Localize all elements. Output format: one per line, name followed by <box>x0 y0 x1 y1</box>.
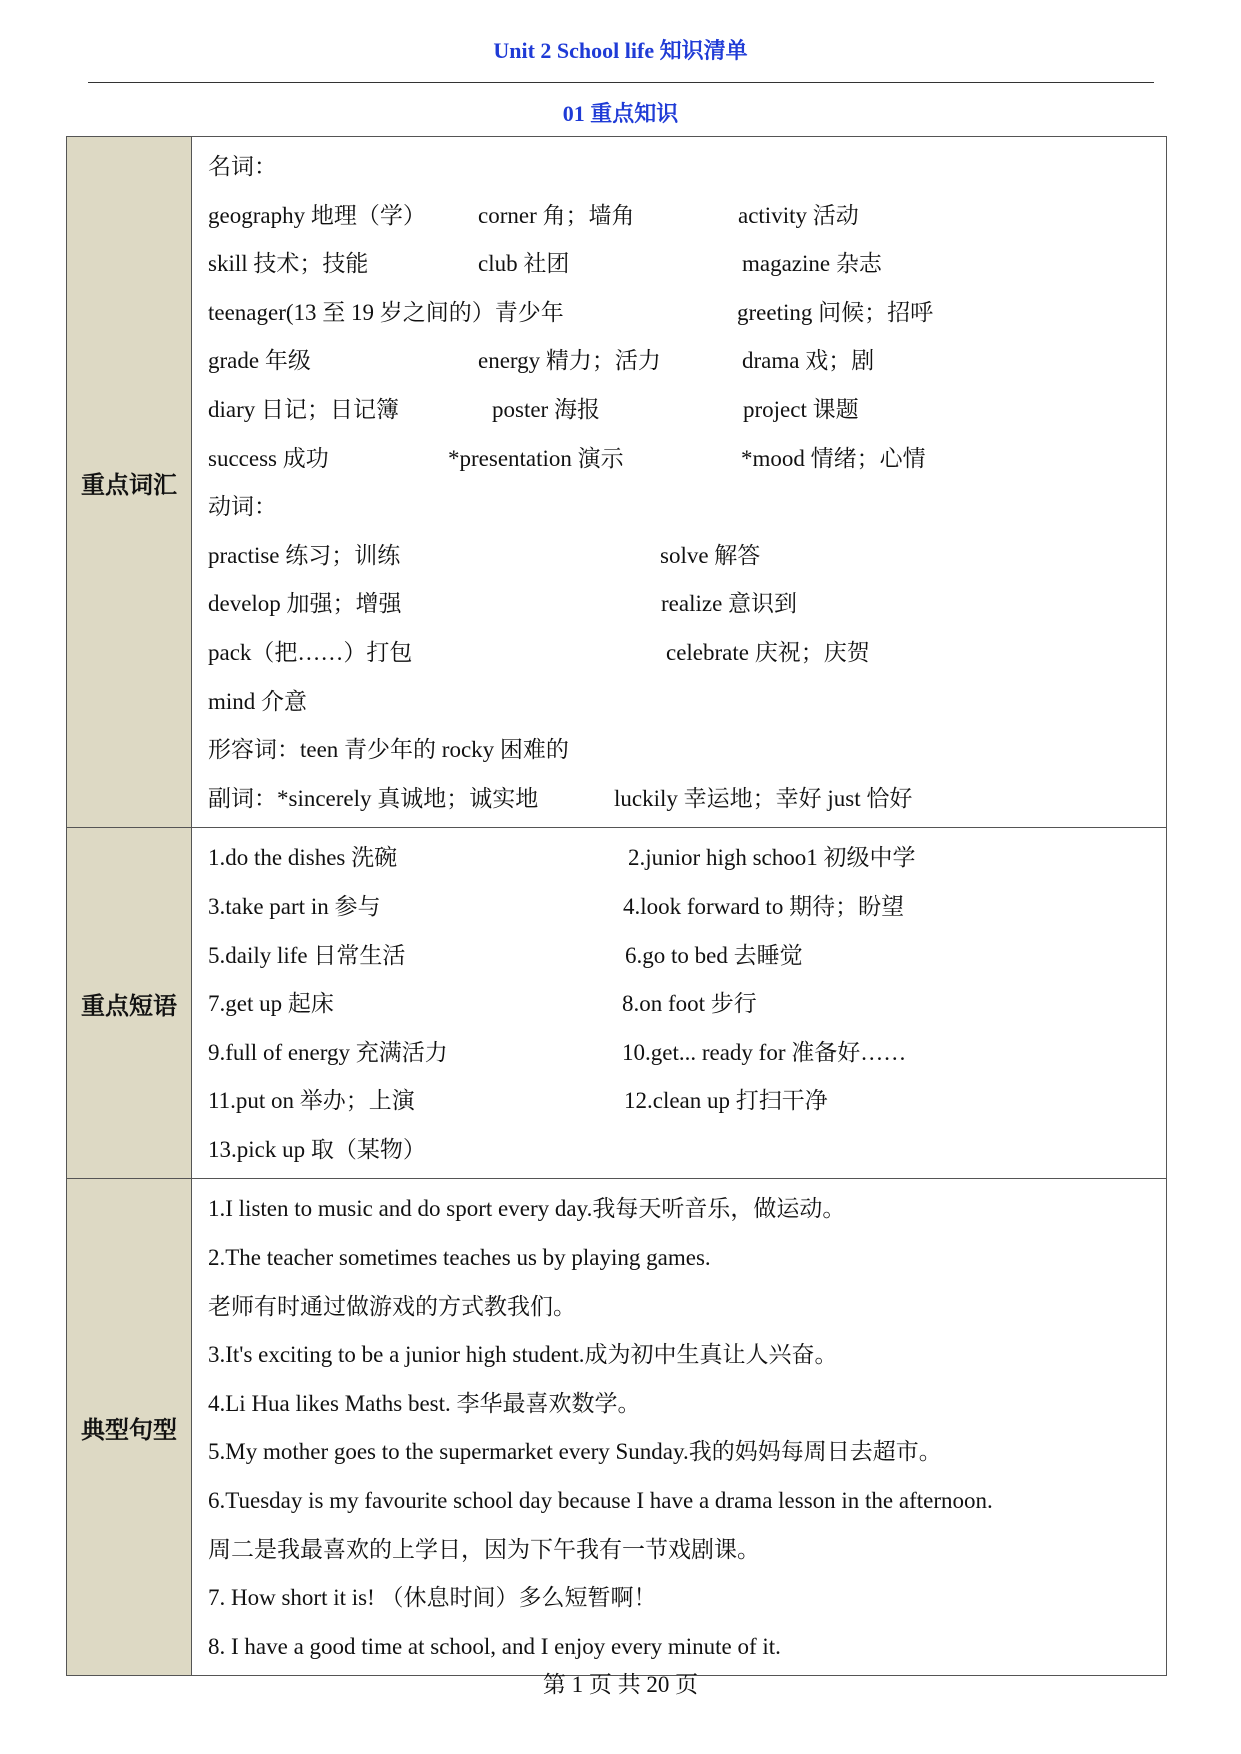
list-item: 1.I listen to music and do sport every day.我每天听音乐，做运动。 <box>208 1196 846 1222</box>
list-item: 名词： <box>208 154 277 179</box>
list-item: 1.do the dishes 洗碗 2.junior high schoo1 初级中学 <box>208 845 916 871</box>
list-item: 7.get up 起床 8.on foot 步行 <box>208 991 757 1017</box>
list-item: 5.daily life 日常生活 6.go to bed 去睡觉 <box>208 942 803 968</box>
list-item: develop 加强；增强 realize 意识到 <box>208 591 798 617</box>
list-item: 3.It's exciting to be a junior high student.成为初中生真让人兴奋。 <box>208 1342 838 1368</box>
list-item: 13.pick up 取（某物） <box>208 1136 426 1162</box>
list-item: practise 练习；训练 solve 解答 <box>208 542 761 568</box>
list-item: 9.full of energy 充满活力 10.get... ready for 准备好…… <box>208 1039 907 1065</box>
vocab-row <box>67 137 1167 828</box>
list-item: diary 日记；日记簿 poster 海报 project 课题 <box>208 396 859 422</box>
list-item: 老师有时通过做游戏的方式教我们。 <box>208 1293 576 1319</box>
list-item: 2.The teacher sometimes teaches us by playing games. <box>208 1245 711 1271</box>
document-title: Unit 2 School life 知识清单 <box>493 38 748 63</box>
list-item: geography 地理（学） corner 角；墙角 activity 活动 <box>208 202 859 228</box>
phrases-label: 重点短语 <box>67 828 192 1179</box>
list-item: 副词：*sincerely 真诚地；诚实地 luckily 幸运地；幸好 just 恰好 <box>208 785 913 811</box>
list-item: success 成功 *presentation 演示 *mood 情绪；心情 <box>208 445 926 471</box>
section-title: 01 重点知识 <box>562 101 679 126</box>
knowledge-table <box>66 136 1167 1676</box>
list-item: 8. I have a good time at school, and I enjoy every minute of it. <box>208 1633 781 1659</box>
phrases-row <box>67 828 1167 1179</box>
list-item: 周二是我最喜欢的上学日，因为下午我有一节戏剧课。 <box>208 1536 760 1562</box>
list-item: grade 年级 energy 精力；活力 drama 戏；剧 <box>208 348 875 374</box>
list-item: 5.My mother goes to the supermarket every Sunday.我的妈妈每周日去超市。 <box>208 1439 942 1465</box>
list-item: skill 技术；技能 club 社团 magazine 杂志 <box>208 251 882 277</box>
list-item: 动词： <box>208 494 277 520</box>
header-divider <box>88 82 1154 83</box>
vocab-content <box>192 137 1167 828</box>
page-number: 第 1 页 共 20 页 <box>542 1672 699 1697</box>
list-item: 4.Li Hua likes Maths best. 李华最喜欢数学。 <box>208 1390 641 1416</box>
list-item: pack（把……）打包 celebrate 庆祝；庆贺 <box>208 639 870 665</box>
list-item: 形容词：teen 青少年的 rocky 困难的 <box>208 737 569 763</box>
list-item: mind 介意 <box>208 688 308 714</box>
list-item: 11.put on 举办；上演 12.clean up 打扫干净 <box>208 1088 828 1114</box>
list-item: teenager(13 至 19 岁之间的）青少年 greeting 问候；招呼 <box>208 299 934 325</box>
phrases-content <box>192 828 1167 1179</box>
sentences-content <box>192 1179 1167 1676</box>
sentences-label: 典型句型 <box>67 1179 192 1676</box>
list-item: 3.take part in 参与 4.look forward to 期待；盼望 <box>208 893 905 919</box>
vocab-label: 重点词汇 <box>67 137 192 828</box>
list-item: 7. How short it is! （休息时间）多么短暂啊！ <box>208 1585 657 1611</box>
list-item: 6.Tuesday is my favourite school day because I have a drama lesson in the afternoon. <box>208 1488 993 1514</box>
sentences-row <box>67 1179 1167 1676</box>
